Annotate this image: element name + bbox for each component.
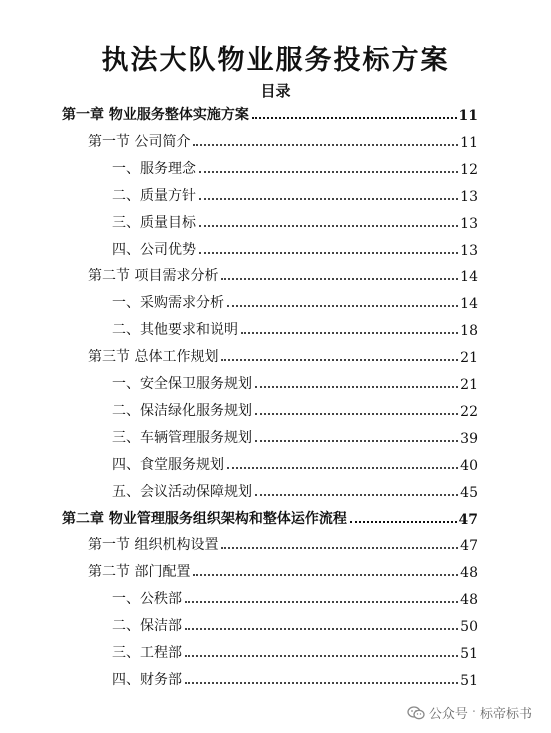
toc-entry-page: 13 [460,243,478,259]
toc-entry-page: 40 [460,458,478,474]
toc-entry-page: 11 [458,108,478,124]
toc-dot-leader [185,681,458,684]
toc-dot-leader [350,520,457,523]
toc-entry-label: 四、财务部 [112,672,182,688]
toc-entry-page: 14 [460,296,478,312]
toc-entry-label: 一、安全保卫服务规划 [112,376,252,392]
toc-entry-page: 47 [460,538,478,554]
watermark-prefix: 公众号 [428,707,468,722]
toc-entry[interactable] [112,156,478,178]
toc-dot-leader [193,143,458,146]
toc-entry[interactable] [112,317,478,339]
toc-entry[interactable] [112,586,478,608]
toc-entry[interactable] [112,183,478,205]
toc-dot-leader [185,600,458,603]
toc-entry[interactable] [88,559,478,581]
toc-entry-page: 48 [460,565,478,581]
toc-dot-leader [185,627,458,630]
toc-entry[interactable] [88,344,478,366]
toc-entry-label: 二、保洁部 [112,618,182,634]
toc-entry-label: 第一节 组织机构设置 [88,537,219,553]
watermark-separator: · [471,705,476,720]
toc-entry-page: 12 [460,162,478,178]
toc-dot-leader [199,170,458,173]
toc-entry-page: 11 [460,135,478,151]
watermark-name: 标帝标书 [479,707,532,722]
toc-entry-page: 21 [460,377,478,393]
toc-entry-label: 第一章 物业服务整体实施方案 [62,107,249,123]
toc-entry-page: 21 [460,350,478,366]
toc-dot-leader [193,573,458,576]
toc-entry-page: 13 [460,216,478,232]
toc-entry-page: 47 [458,512,478,528]
toc-entry[interactable] [62,506,478,528]
toc-dot-leader [255,412,458,415]
toc-entry-label: 第一节 公司简介 [88,134,191,150]
toc-entry[interactable] [112,290,478,312]
toc-dot-leader [227,466,458,469]
toc-entry-label: 第二章 物业管理服务组织架构和整体运作流程 [62,511,347,527]
toc-entry[interactable] [112,640,478,662]
toc-entry-label: 二、其他要求和说明 [112,322,238,338]
toc-entry-page: 18 [460,323,478,339]
toc-entry-label: 一、采购需求分析 [112,295,224,311]
toc-entry[interactable] [112,452,478,474]
toc-entry-label: 三、质量目标 [112,215,196,231]
toc-dot-leader [221,546,458,549]
toc-entry[interactable] [88,532,478,554]
toc-entry[interactable] [88,263,478,285]
toc-dot-leader [185,654,458,657]
toc-entry-label: 第二节 部门配置 [88,564,191,580]
toc-entry[interactable] [88,129,478,151]
toc-dot-leader [199,224,458,227]
toc-entry-page: 50 [460,619,478,635]
toc-entry[interactable] [112,613,478,635]
toc-dot-leader [199,197,458,200]
toc-dot-leader [227,304,458,307]
toc-entry-page: 51 [460,673,478,689]
toc-entry-label: 第二节 项目需求分析 [88,268,219,284]
toc-entry[interactable] [112,237,478,259]
toc-entry-page: 13 [460,189,478,205]
toc-entry[interactable] [112,210,478,232]
toc-entry[interactable] [112,371,478,393]
toc-entry[interactable] [112,479,478,501]
toc-entry-label: 三、工程部 [112,645,182,661]
toc-entry[interactable] [112,425,478,447]
toc-entry-label: 二、保洁绿化服务规划 [112,403,252,419]
toc-entry-label: 二、质量方针 [112,188,196,204]
toc-dot-leader [221,358,458,361]
toc-heading: 目录 [260,82,291,100]
toc-dot-leader [199,251,458,254]
toc-dot-leader [221,277,458,280]
wechat-icon [407,706,425,720]
toc-dot-leader [255,385,458,388]
toc-entry-page: 48 [460,592,478,608]
toc-entry-page: 51 [460,646,478,662]
toc-dot-leader [255,439,458,442]
toc-dot-leader [241,331,458,334]
toc-entry-page: 39 [460,431,478,447]
toc-entry-page: 14 [460,269,478,285]
toc-entry-label: 一、公秩部 [112,591,182,607]
toc-entry-label: 三、车辆管理服务规划 [112,430,252,446]
toc-dot-leader [252,116,457,119]
toc-entry[interactable] [112,398,478,420]
toc-entry-label: 一、服务理念 [112,161,196,177]
toc-dot-leader [255,493,458,496]
toc-entry-label: 五、会议活动保障规划 [112,484,252,500]
toc-entry-page: 45 [460,485,478,501]
toc-entry-label: 四、公司优势 [112,242,196,258]
toc-entry[interactable] [62,102,478,124]
toc-entry-label: 四、食堂服务规划 [112,457,224,473]
toc-entry-page: 22 [460,404,478,420]
watermark [404,702,535,723]
document-title: 执法大队物业服务投标方案 [101,45,450,76]
toc-entry-label: 第三节 总体工作规划 [88,349,219,365]
toc-entry[interactable] [112,667,478,689]
